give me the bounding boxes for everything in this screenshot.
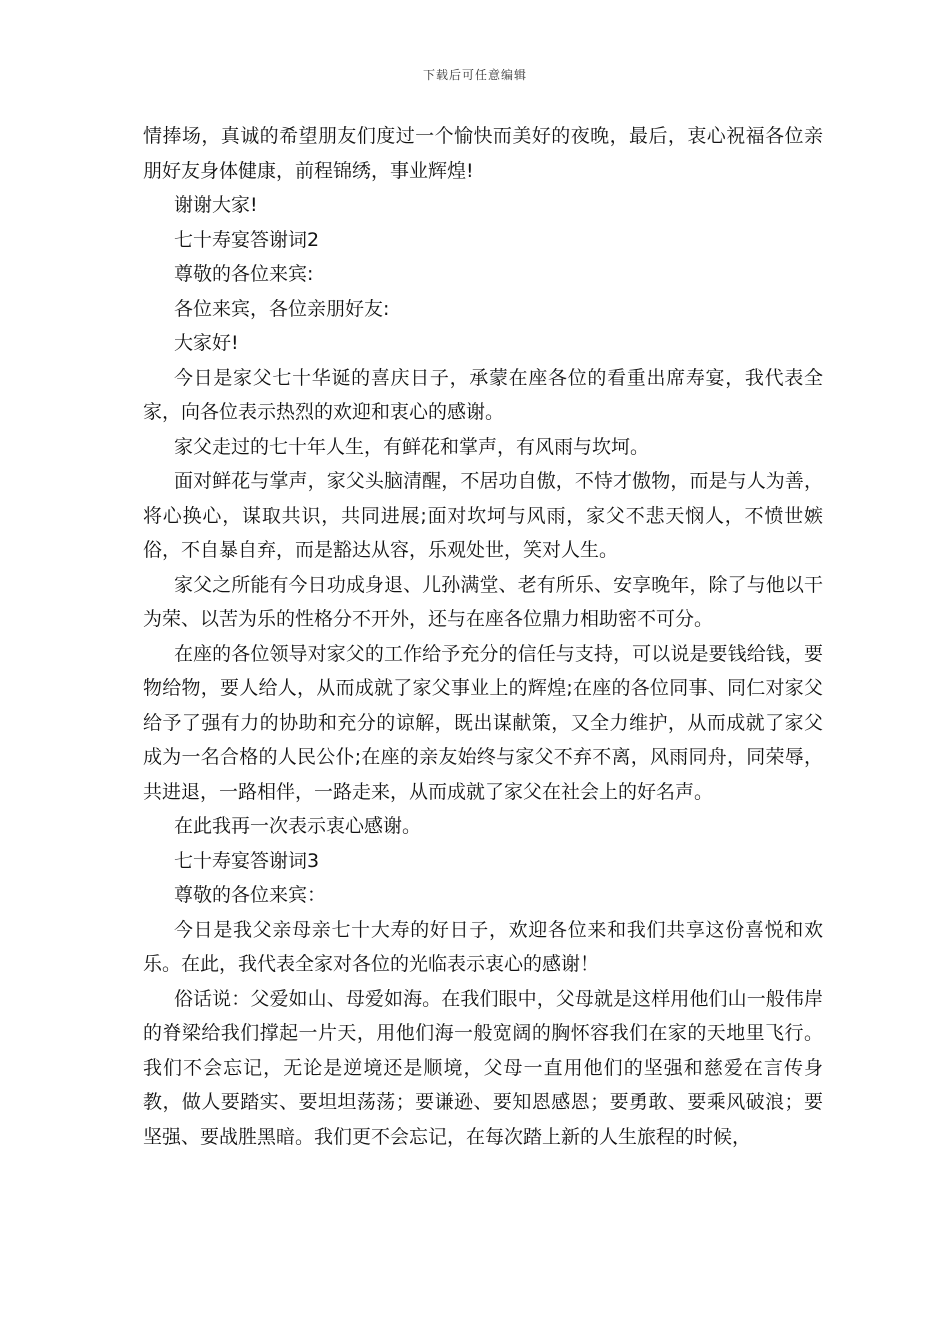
paragraph: 家父走过的七十年人生，有鲜花和掌声，有风雨与坎坷。 [174, 435, 650, 458]
page-header: 下载后可任意编辑 [422, 68, 527, 82]
paragraph: 在此我再一次表示衷心感谢。 [174, 815, 422, 837]
paragraph: 今日是我父亲母亲七十大寿的好日子，欢迎各位来和我们共享这份喜悦和欢乐。在此，我代表全家对各位的光临表示衷心的感谢！ [143, 918, 823, 975]
section-heading: 七十寿宴答谢词2 [174, 228, 320, 251]
document-body [143, 119, 823, 1154]
paragraph: 尊敬的各位来宾： [174, 884, 327, 906]
paragraph: 在座的各位领导对家父的工作给予充分的信任与支持，可以说是要钱给钱，要物给物，要人给人，从而成就了家父事业上的辉煌;在座的各位同事、同仁对家父给予了强有力的协助和充分的谅解，既出谋献策，又全力维护，从而成就了家父成为一名合格的人民公仆;在座的亲友始终与家父不弃不离，风雨同舟，同荣辱，共进退，一路相伴，一路走来，从而成就了家父在社会上的好名声。 [143, 642, 823, 803]
paragraph: 各位来宾，各位亲朋好友: [174, 297, 390, 320]
paragraph: 面对鲜花与掌声，家父头脑清醒，不居功自傲，不恃才傲物，而是与人为善，将心换心，谋取共识，共同进展;面对坎坷与风雨，家父不悲天悯人，不愤世嫉俗，不自暴自弃，而是豁达从容，乐观处世，笑对人生。 [143, 470, 823, 561]
paragraph: 情捧场，真诚的希望朋友们度过一个愉快而美好的夜晚，最后，衷心祝福各位亲朋好友身体健康，前程锦绣，事业辉煌! [143, 125, 823, 182]
paragraph: 谢谢大家! [174, 194, 258, 216]
paragraph: 大家好! [174, 332, 239, 354]
paragraph: 今日是家父七十华诞的喜庆日子，承蒙在座各位的看重出席寿宴，我代表全家，向各位表示热烈的欢迎和衷心的感谢。 [143, 366, 823, 423]
paragraph: 俗话说：父爱如山、母爱如海。在我们眼中，父母就是这样用他们山一般伟岸的脊梁给我们撑起一片天，用他们海一般宽阔的胸怀容我们在家的天地里飞行。我们不会忘记，无论是逆境还是顺境，父母一直用他们的坚强和慈爱在言传身教，做人要踏实、要坦坦荡荡；要谦逊、要知恩感恩；要勇敢、要乘风破浪；要坚强、要战胜黑暗。我们更不会忘记，在每次踏上新的人生旅程的时候， [143, 987, 823, 1148]
paragraph: 尊敬的各位来宾: [174, 263, 314, 285]
section-heading: 七十寿宴答谢词3 [174, 849, 320, 872]
paragraph: 家父之所能有今日功成身退、儿孙满堂、老有所乐、安享晚年，除了与他以干为荣、以苦为乐的性格分不开外，还与在座各位鼎力相助密不可分。 [143, 573, 823, 630]
